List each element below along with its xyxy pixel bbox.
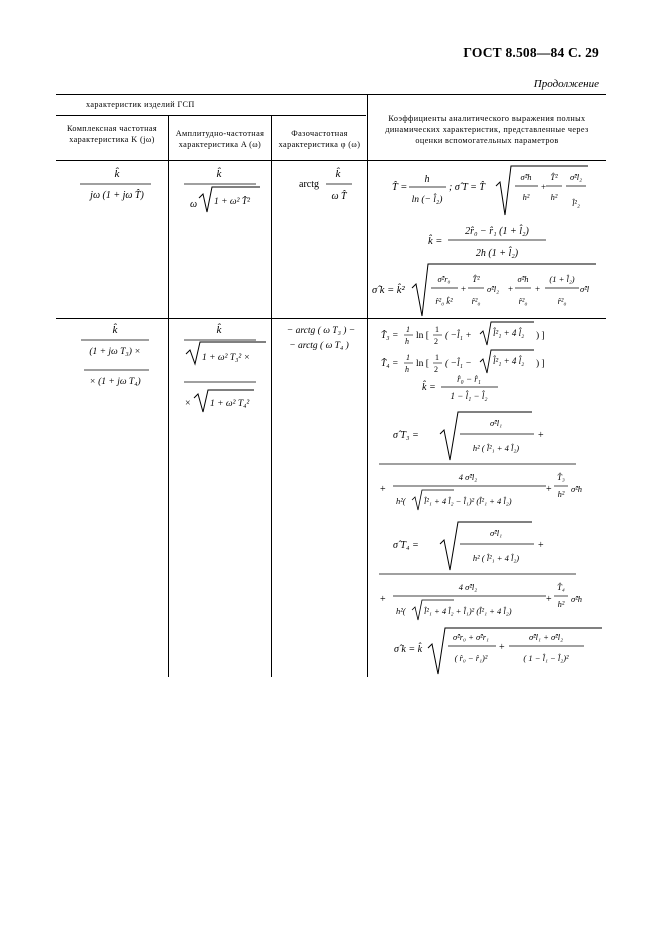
svg-text:+: +	[546, 484, 552, 495]
row1-col3-denominator: ω T̂	[331, 191, 347, 202]
svg-text:r̂²₀: r̂²₀	[518, 296, 528, 306]
svg-text:T̂²: T̂²	[472, 274, 480, 284]
svg-text:h²: h²	[557, 489, 565, 499]
svg-text:1: 1	[435, 325, 439, 334]
T-den: ln (− l̂₂)	[411, 195, 443, 205]
svg-text:h²: h²	[557, 599, 565, 609]
row2-col2-rad1: 1 + ω² T₃² ×	[202, 353, 251, 363]
svg-text:σ̂²l₂: σ̂²l₂	[487, 284, 500, 294]
row2-formulas	[56, 318, 606, 678]
svg-text:+: +	[538, 540, 544, 551]
svg-text:h² ( l̂²₁ + 4 l̂₂): h² ( l̂²₁ + 4 l̂₂)	[472, 443, 520, 453]
svg-text:σ̂²l₁ + σ̂²l₂: σ̂²l₁ + σ̂²l₂	[528, 632, 564, 642]
row1-col3-numerator: k̂	[335, 168, 341, 180]
svg-text:+: +	[380, 484, 386, 495]
k2-den: 1 − l̂₁ − l̂₂	[450, 391, 488, 401]
sk-lhs: σ̂ k = k̂	[394, 644, 423, 655]
col1-header: Комплексная частотная характеристика K (jω)	[66, 124, 158, 144]
row1-col2-radicand: 1 + ω² T̂²	[214, 197, 250, 207]
group-header: характеристик изделий ГСП	[86, 100, 195, 109]
svg-text:+: +	[380, 594, 386, 605]
T-num: h	[424, 174, 430, 185]
table-top-rule	[56, 94, 606, 95]
row2-col2-numerator: k̂	[216, 324, 222, 336]
row1-col2-den-left: ω	[190, 199, 198, 210]
row2-col3-line1: − arctg ( ω T₃ ) −	[286, 326, 356, 336]
svg-text:r̂²₀ k̂²: r̂²₀ k̂²	[435, 296, 453, 306]
plus-sign: +	[541, 182, 547, 192]
svg-text:ln [: ln [	[416, 359, 429, 369]
k-eq-lhs: k̂ =	[428, 236, 443, 247]
svg-text:1: 1	[435, 353, 439, 362]
row1-formulas	[56, 160, 606, 318]
row2-col1-numerator: k̂	[112, 324, 118, 336]
svg-text:T̂₄: T̂₄	[557, 582, 565, 592]
sT-term3-den: l̂²₂	[572, 198, 580, 208]
svg-text:h: h	[405, 365, 409, 374]
T-lhs: T̂ =	[392, 182, 408, 193]
svg-text:σ̂²h: σ̂²h	[517, 274, 529, 284]
row2-col1-den2: × (1 + jω T₄)	[89, 377, 141, 387]
row1-col1-numerator: k̂	[114, 168, 120, 180]
k2-lhs: k̂ =	[422, 382, 436, 393]
T3-equation: T̂₃ =	[381, 331, 399, 341]
svg-text:h: h	[405, 337, 409, 346]
svg-text:l̂²₁ + 4 l̂₂ + l̂₁)² (l̂²₁ + 4: l̂²₁ + 4 l̂₂ + l̂₁)² (l̂²₁ + 4 l̂₂)	[424, 606, 512, 616]
sT-term3-num: σ̂²l₂	[569, 172, 583, 182]
svg-text:T̂₃: T̂₃	[557, 472, 565, 482]
svg-text:2: 2	[434, 365, 438, 374]
svg-text:1: 1	[406, 325, 410, 334]
col3-header: Фазочастотная характеристика φ (ω)	[278, 129, 361, 149]
sT-term2-den: h²	[550, 192, 558, 202]
T4-equation: T̂₄ =	[381, 359, 399, 369]
group-header-rule	[56, 115, 366, 116]
row1-col1-denominator: jω (1 + jω T̂)	[90, 190, 144, 201]
svg-text:+: +	[538, 430, 544, 441]
svg-text:l̂²₁ + 4 l̂₂: l̂²₁ + 4 l̂₂	[493, 356, 525, 366]
svg-text:σ̂²h: σ̂²h	[571, 484, 582, 494]
k-eq-num: 2r̂₀ − r̂₁ (1 + l̂₂)	[465, 226, 529, 237]
svg-text:σ̂²r₀ + σ̂²r₁: σ̂²r₀ + σ̂²r₁	[453, 632, 489, 642]
svg-text:h² ( l̂²₁ + 4 l̂₂): h² ( l̂²₁ + 4 l̂₂)	[472, 553, 520, 563]
svg-text:( −l̂₁ −: ( −l̂₁ −	[445, 359, 472, 369]
svg-text:σ̂²l₁: σ̂²l₁	[489, 528, 503, 538]
svg-text:4 σ̂²l₂: 4 σ̂²l₂	[458, 582, 478, 592]
svg-text:h²(: h²(	[396, 606, 406, 616]
svg-text:σ̂²l₁: σ̂²l₁	[489, 418, 503, 428]
svg-text:r̂²₀: r̂²₀	[471, 296, 481, 306]
svg-text:(1 + l̂₂): (1 + l̂₂)	[549, 274, 575, 284]
sT-term2-num: T̂²	[550, 172, 558, 182]
document-header: ГОСТ 8.508—84 С. 29	[463, 45, 599, 60]
svg-text:+: +	[461, 284, 467, 294]
row1-col2-numerator: k̂	[216, 168, 222, 180]
svg-text:h²(: h²(	[396, 496, 406, 506]
row1-col3-prefix: arctg	[299, 179, 319, 190]
row2-col3-line2: − arctg ( ω T₄ )	[289, 341, 349, 351]
sT-term1-num: σ̂²h	[520, 172, 532, 182]
svg-text:( 1 − l̂₁ − l̂₂)²: ( 1 − l̂₁ − l̂₂)²	[523, 653, 569, 663]
svg-text:+: +	[499, 642, 505, 653]
row2-col1-den1: (1 + jω T₃) ×	[89, 347, 141, 357]
sT3-lhs: σ̂ T₃ =	[393, 430, 419, 441]
svg-text:r̂²₀: r̂²₀	[557, 296, 567, 306]
svg-text:l̂²₁ + 4 l̂₂: l̂²₁ + 4 l̂₂	[493, 328, 525, 338]
svg-text:+: +	[508, 284, 514, 294]
svg-text:) ]: ) ]	[536, 331, 545, 341]
svg-text:( −l̂₁ +: ( −l̂₁ +	[445, 331, 472, 341]
svg-text:2: 2	[434, 337, 438, 346]
sigmaT-lhs: ; σ̂ T = T̂	[449, 182, 485, 193]
svg-text:+: +	[546, 594, 552, 605]
svg-text:1: 1	[406, 353, 410, 362]
svg-text:σ̂²r₀: σ̂²r₀	[437, 274, 451, 284]
continuation-label: Продолжение	[533, 78, 599, 90]
svg-text:ln [: ln [	[416, 331, 429, 341]
svg-text:4 σ̂²l₂: 4 σ̂²l₂	[458, 472, 478, 482]
svg-text:+: +	[535, 284, 541, 294]
k2-num: r̂₀ − r̂₁	[457, 374, 481, 384]
svg-text:σ̂²l: σ̂²l	[580, 284, 590, 294]
svg-text:×: ×	[185, 398, 191, 409]
sT-term1-den: h²	[522, 192, 530, 202]
sigmak-lhs: σ̂ k = k̂²	[372, 285, 405, 296]
sT4-lhs: σ̂ T₄ =	[393, 540, 419, 551]
svg-text:l̂²₁ + 4 l̂₂ − l̂₁)² (l̂²₁ + 4: l̂²₁ + 4 l̂₂ − l̂₁)² (l̂²₁ + 4 l̂₂)	[424, 496, 512, 506]
k-eq-den: 2h (1 + l̂₂)	[475, 248, 519, 259]
svg-text:( r̂₀ − r̂₁)²: ( r̂₀ − r̂₁)²	[454, 653, 488, 663]
svg-text:σ̂²h: σ̂²h	[571, 594, 582, 604]
row2-col2-rad2: 1 + ω² T₄²	[210, 399, 250, 409]
svg-text:) ]: ) ]	[536, 359, 545, 369]
col4-header: Коэффициенты аналитического выражения полных динамических характеристик, представленные через оценки вспомогательных параметров	[385, 114, 589, 145]
col2-header: Амплитудно-частотная характеристика A (ω)	[175, 129, 265, 149]
